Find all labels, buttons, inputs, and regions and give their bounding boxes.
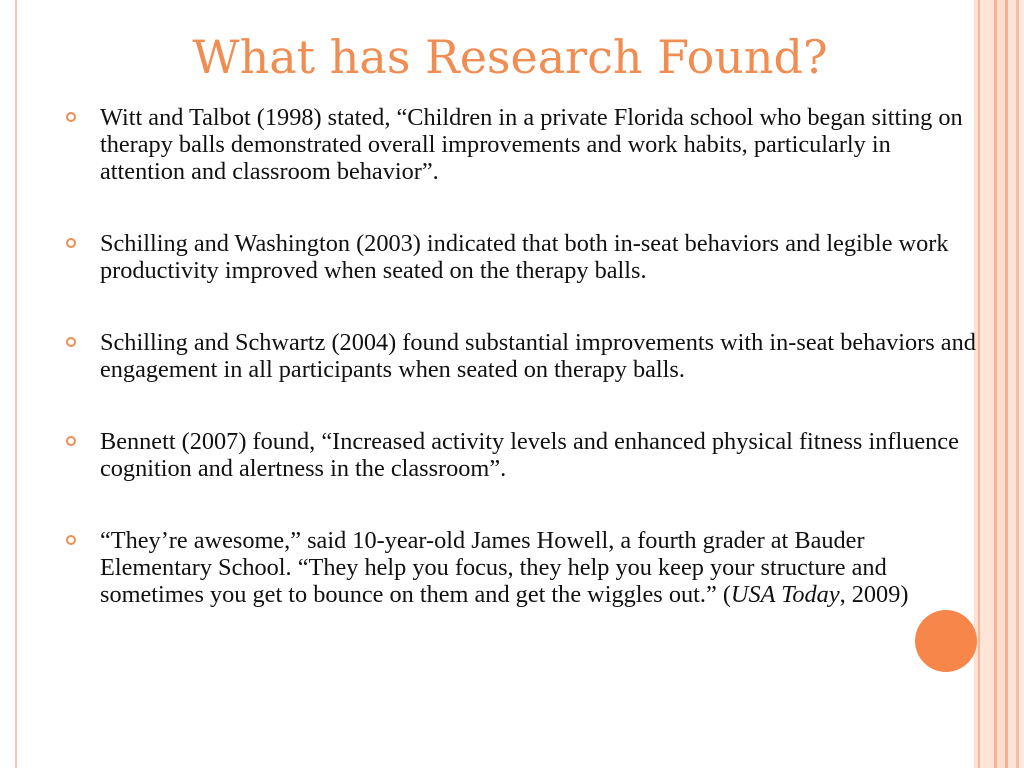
stripe xyxy=(997,0,1005,768)
bullet-item xyxy=(60,329,980,383)
bullet-text: Witt and Talbot (1998) stated, “Children in a private Florida school who began sitting on therapy balls demonstrated overall improvements and work habits, particularly in attention and classroom behavior”. xyxy=(100,104,963,185)
bullet-icon xyxy=(66,436,76,446)
bullet-item xyxy=(60,230,980,284)
quote-year: , 2009) xyxy=(839,581,909,608)
bullet-icon xyxy=(66,238,76,248)
bullet-text: Schilling and Washington (2003) indicated that both in-seat behaviors and legible work productivity improved when seated on the therapy balls. xyxy=(100,230,949,284)
quote-text: “They’re awesome,” said 10-year-old James Howell, a fourth grader at Bauder Elementary School. “They help you focus, they help you keep your structure and sometimes you get to bounce on them and get the wiggles out.” ( xyxy=(100,527,887,608)
bullet-item xyxy=(60,527,980,608)
stripe xyxy=(1019,0,1024,768)
bullet-text: Bennett (2007) found, “Increased activity levels and enhanced physical fitness influence cognition and alertness in the classroom”. xyxy=(100,428,959,482)
bullet-icon xyxy=(66,337,76,347)
stripe xyxy=(1008,0,1016,768)
decorative-circle xyxy=(915,610,977,672)
stripe xyxy=(980,0,994,768)
bullet-item xyxy=(60,104,980,185)
source-name: USA Today xyxy=(730,581,840,608)
bullet-item xyxy=(60,428,980,482)
bullet-text: Schilling and Schwartz (2004) found substantial improvements with in-seat behaviors and engagement in all participants when seated on therapy balls. xyxy=(100,329,976,383)
slide-title: What has Research Found? xyxy=(192,30,828,84)
left-decorative-rule xyxy=(15,0,17,768)
bullet-icon xyxy=(66,535,76,545)
bullet-text-quote xyxy=(100,527,980,608)
right-decorative-stripes xyxy=(974,0,1024,768)
bullet-icon xyxy=(66,112,76,122)
bullet-list xyxy=(60,104,980,608)
